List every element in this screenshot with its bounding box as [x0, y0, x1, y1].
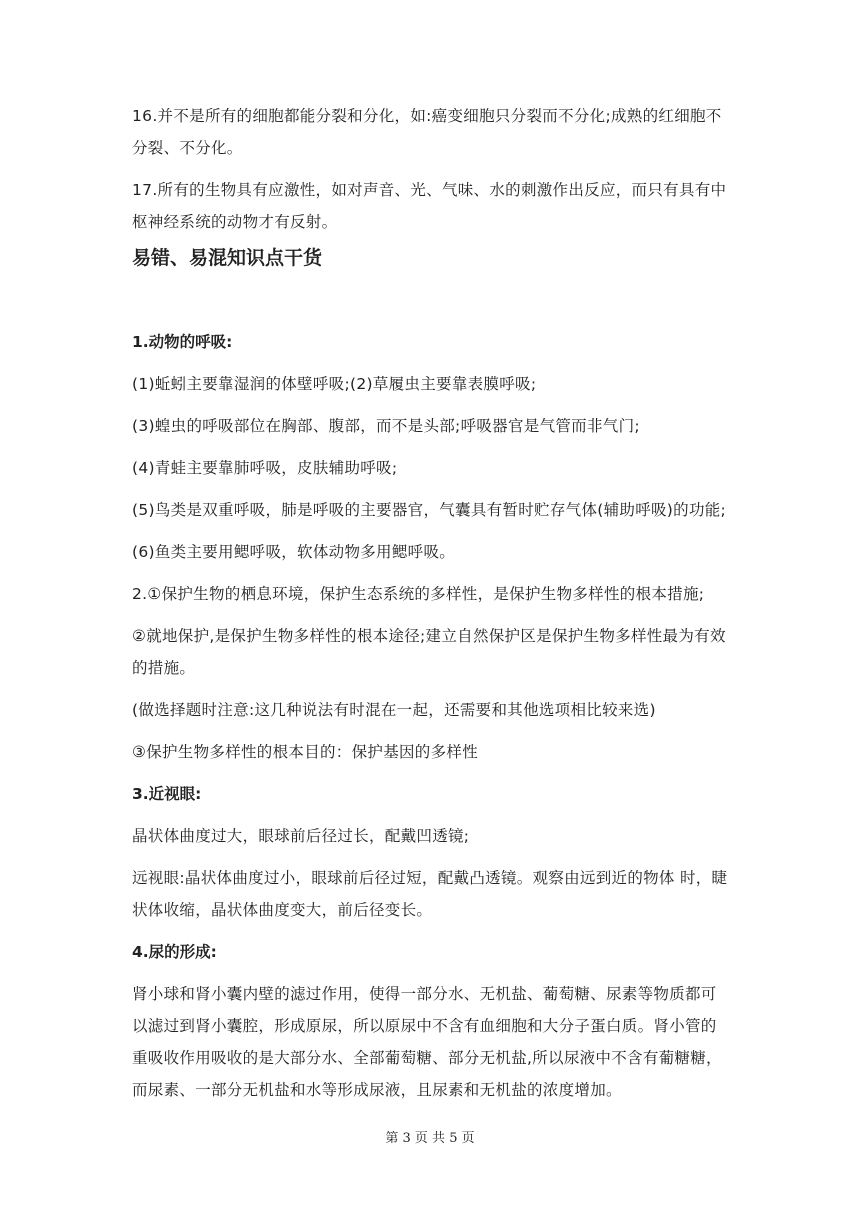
respiration-line-2: (3)蝗虫的呼吸部位在胸部、腹部，而不是头部;呼吸器官是气管而非气门; [132, 417, 640, 435]
paragraph-16: 16.并不是所有的细胞都能分裂和分化，如:癌变细胞只分裂而不分化;成熟的红细胞不分裂、不分化。 [132, 107, 722, 157]
subheading-urine: 4.尿的形成: [132, 943, 217, 961]
page-content [132, 100, 732, 1116]
respiration-line-1: (1)蚯蚓主要靠湿润的体壁呼吸;(2)草履虫主要靠表膜呼吸; [132, 375, 537, 393]
page-footer: 第 3 页 共 5 页 [385, 1131, 475, 1146]
respiration-line-3: (4)青蛙主要靠肺呼吸，皮肤辅助呼吸; [132, 459, 398, 477]
biodiversity-line-1: 2.①保护生物的栖息环境，保护生态系统的多样性，是保护生物多样性的根本措施; [132, 585, 705, 603]
biodiversity-line-3: ③保护生物多样性的根本目的：保护基因的多样性 [132, 743, 478, 761]
section-heading: 易错、易混知识点干货 [132, 247, 323, 269]
paragraph-17: 17.所有的生物具有应激性，如对声音、光、气味、水的刺激作出反应，而只有具有中枢神经系统的动物才有反射。 [132, 181, 727, 231]
respiration-line-5: (6)鱼类主要用鳃呼吸，软体动物多用鳃呼吸。 [132, 543, 456, 561]
respiration-line-4: (5)鸟类是双重呼吸，肺是呼吸的主要器官，气囊具有暂时贮存气体(辅助呼吸)的功能; [132, 501, 727, 519]
subheading-myopia: 3.近视眼: [132, 785, 202, 803]
myopia-line: 晶状体曲度过大，眼球前后径过长，配戴凹透镜; [132, 827, 470, 845]
subheading-respiration: 1.动物的呼吸: [132, 333, 233, 351]
urine-paragraph: 肾小球和肾小囊内壁的滤过作用，使得一部分水、无机盐、葡萄糖、尿素等物质都可以滤过到肾小囊腔，形成原尿，所以原尿中不含有血细胞和大分子蛋白质。肾小管的重吸收作用吸收的是大部分水、全部葡萄糖、部分无机盐,所以尿液中不含有葡糖糖，而尿素、一部分无机盐和水等形成尿液，且尿素和无机盐的浓度增加。 [132, 985, 722, 1099]
hyperopia-line: 远视眼:晶状体曲度过小，眼球前后径过短，配戴凸透镜。观察由远到近的物体 时，睫状体收缩，晶状体曲度变大，前后径变长。 [132, 869, 728, 919]
biodiversity-line-2: ②就地保护,是保护生物多样性的根本途径;建立自然保护区是保护生物多样性最为有效的措施。 [132, 627, 726, 677]
biodiversity-note: (做选择题时注意:这几种说法有时混在一起，还需要和其他选项相比较来选) [132, 701, 656, 719]
